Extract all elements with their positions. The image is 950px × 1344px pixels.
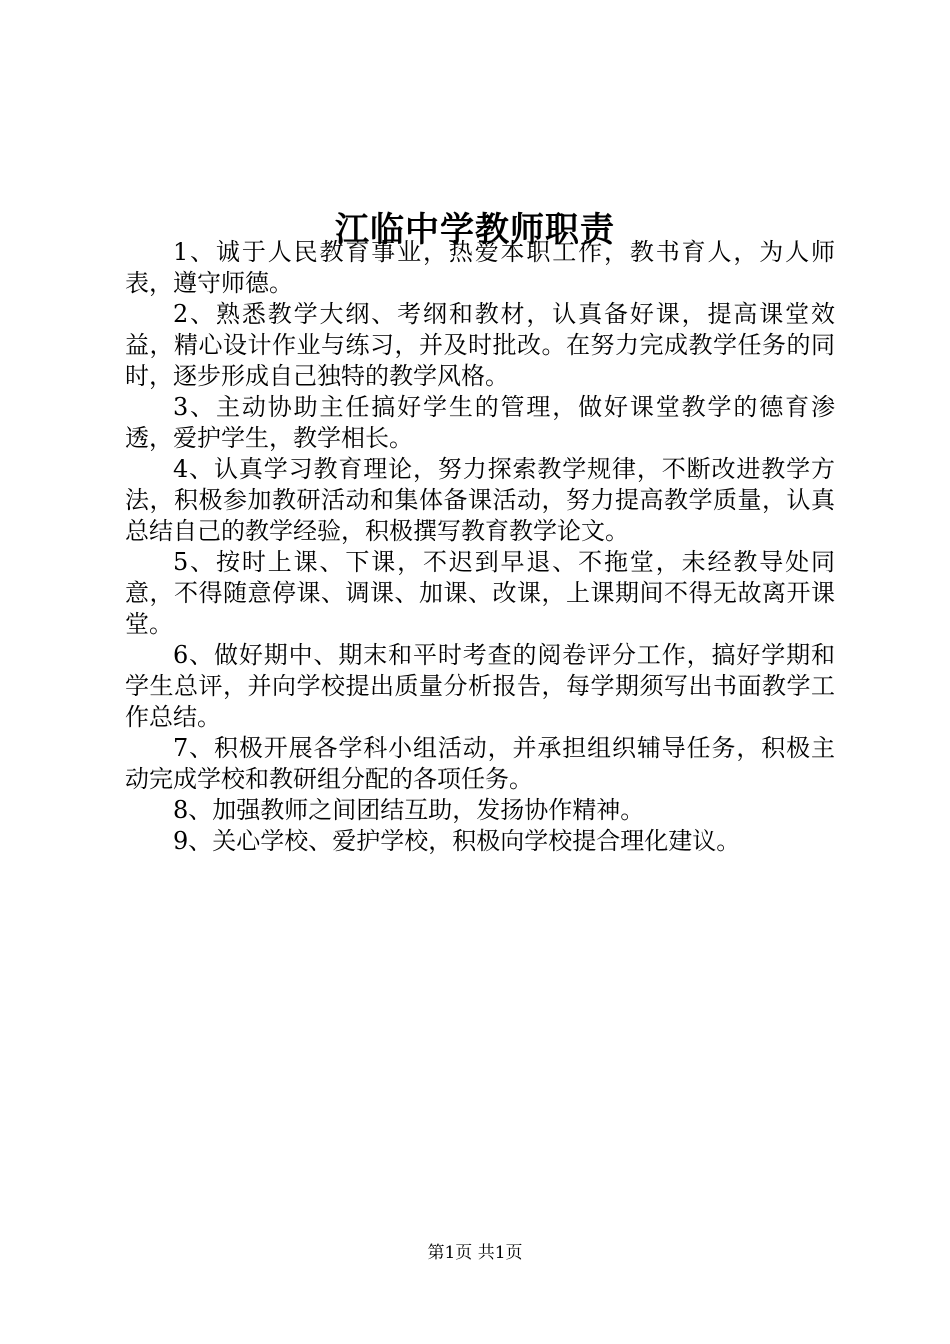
duty-item-4: 4、认真学习教育理论，努力探索教学规律，不断改进教学方法，积极参加教研活动和集体备课活动，努力提高教学质量，认真总结自己的教学经验，积极撰写教育教学论文。 — [125, 455, 835, 545]
duty-item-3: 3、主动协助主任搞好学生的管理，做好课堂教学的德育渗透，爱护学生，教学相长。 — [125, 393, 835, 452]
duty-item-8: 8、加强教师之间团结互助，发扬协作精神。 — [173, 796, 645, 824]
page-footer: 第1页 共1页 — [427, 1243, 523, 1263]
duty-item-9: 9、关心学校、爱护学校，积极向学校提合理化建议。 — [173, 827, 741, 855]
duty-item-1: 1、诚于人民教育事业，热爱本职工作，教书育人，为人师表，遵守师德。 — [125, 238, 835, 297]
duty-item-6: 6、做好期中、期末和平时考查的阅卷评分工作，搞好学期和学生总评，并向学校提出质量分析报告，每学期须写出书面教学工作总结。 — [125, 641, 835, 731]
duty-item-5: 5、按时上课、下课，不迟到早退、不拖堂，未经教导处同意，不得随意停课、调课、加课、改课，上课期间不得无故离开课堂。 — [125, 548, 835, 638]
document-body — [125, 237, 835, 857]
document-title: 江临中学教师职责 — [335, 209, 615, 250]
duty-item-7: 7、积极开展各学科小组活动，并承担组织辅导任务，积极主动完成学校和教研组分配的各项任务。 — [125, 734, 835, 793]
duty-item-2: 2、熟悉教学大纲、考纲和教材，认真备好课，提高课堂效益，精心设计作业与练习，并及时批改。在努力完成教学任务的同时，逐步形成自己独特的教学风格。 — [125, 300, 835, 390]
